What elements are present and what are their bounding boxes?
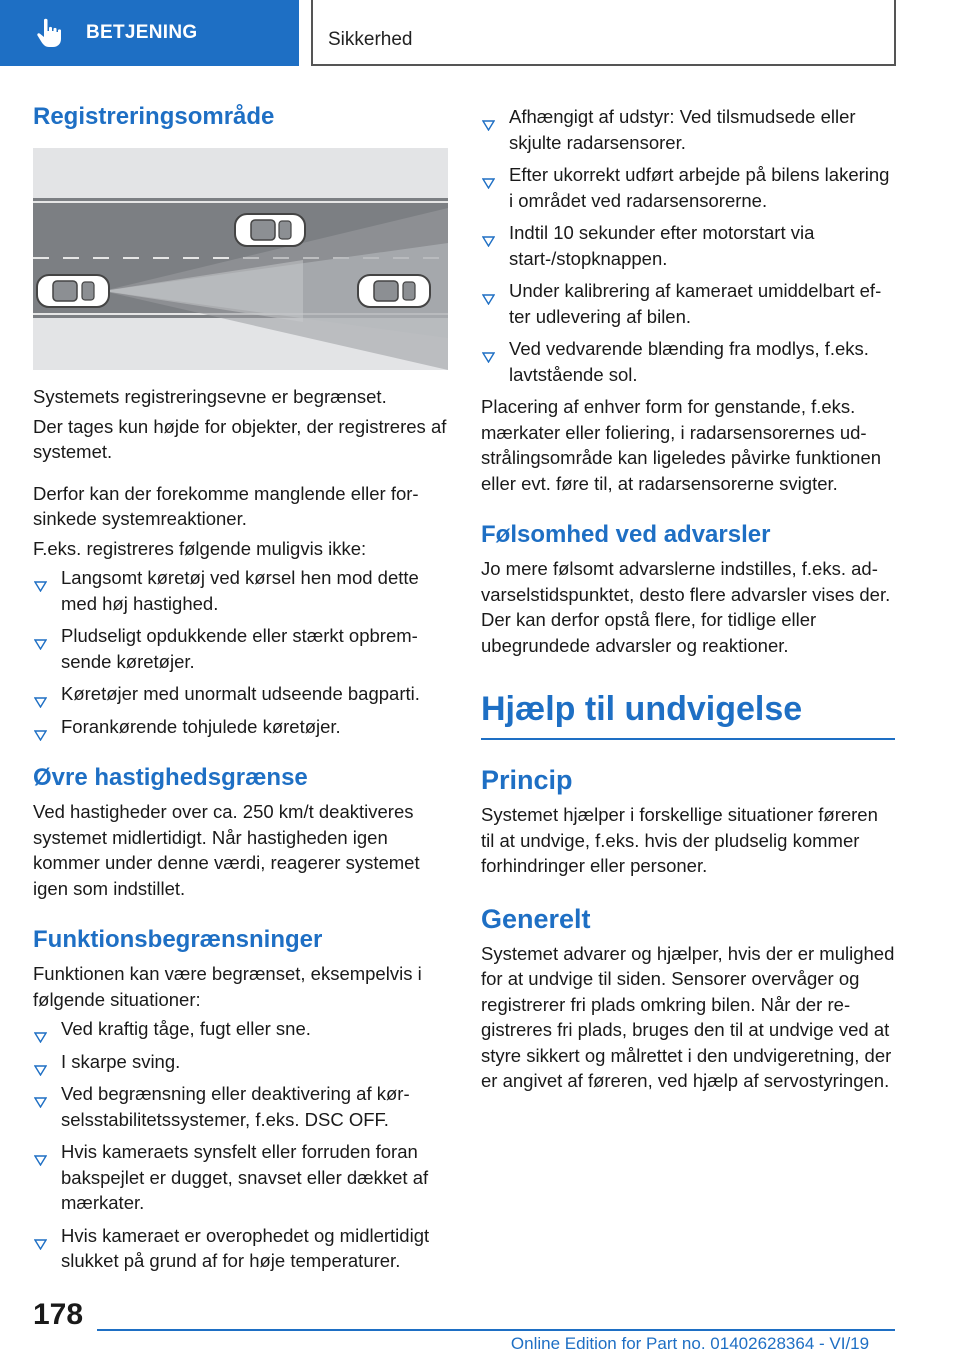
radar-detection-diagram	[33, 148, 448, 370]
triangle-bullet-icon	[34, 1024, 47, 1035]
paragraph: Jo mere følsomt advarslerne indstilles, f.eks. advarselstidspunktet, desto flere advarsler vises der. Der kan derfor opstå flere, for tidlige eller ubegrundede advarsler og reaktioner.	[481, 558, 891, 656]
paragraph: Placering af enhver form for genstande, f.eks. mærkater eller foliering, i radarsensorernes udstrålingsområde kan ligeledes påvirke funktionen eller evt. føre til, at radarsensorerne svigter.	[481, 396, 882, 494]
section-tab-label: BETJENING	[86, 22, 198, 43]
triangle-bullet-icon	[34, 1147, 47, 1158]
triangle-bullet-icon	[482, 170, 495, 181]
hand-pointer-icon	[34, 17, 66, 49]
page-number: 178	[33, 1298, 84, 1331]
list-item: Forankørende tohjulede køretøjer.	[33, 714, 448, 740]
paragraph: F.eks. registreres følgende muligvis ikke:	[33, 537, 367, 559]
paragraph: Systemet advarer og hjælper, hvis der er mulighed for at undvige til siden. Sensorer overvåger og registrerer fri plads omkring bilen. Når der registreres fri plads, bruges den til at undvige ved at styre sikkert og målrettet i den undvigeretning, der er angivet af føreren, ved hjælp af servostyringen.	[481, 942, 895, 1091]
list-item: Afhængigt af udstyr: Ved tilsmudsede eller skjulte radarsensorer.	[481, 104, 895, 155]
heading-generelt: Generelt	[481, 903, 591, 934]
heading-foelsomhed-ved-advarsler: Følsomhed ved advarsler	[481, 521, 771, 548]
heading-princip: Princip	[481, 765, 573, 795]
car-ahead-left-lane	[235, 214, 305, 246]
list-item: Hvis kameraets synsfelt eller forruden foran bakspejlet er dugget, snavset eller dækket af mærkater.	[33, 1139, 448, 1216]
paragraph: Der tages kun højde for objekter, der registreres af systemet.	[33, 415, 447, 462]
heading-oevre-hastighedsgraense: Øvre hastighedsgrænse	[33, 764, 308, 791]
bullet-list	[481, 104, 895, 387]
paragraph: Systemets registreringsevne er begrænset.	[33, 386, 387, 407]
list-item: Under kalibrering af kameraet umiddelbart efter udlevering af bilen.	[481, 278, 895, 329]
car-ahead-same-lane	[358, 275, 430, 307]
list-item: Ved vedvarende blænding fra modlys, f.eks. lavtstående sol.	[481, 336, 895, 387]
paragraph: Funktionen kan være begrænset, eksempelvis i følgende situationer:	[33, 963, 422, 1010]
triangle-bullet-icon	[34, 631, 47, 642]
paragraph: Ved hastigheder over ca. 250 km/t deaktiveres systemet midlertidigt. Når hastigheden igen kommer under denne værdi, reagerer systemet igen som indstillet.	[33, 801, 420, 899]
list-item: Hvis kameraet er overophedet og midlertidigt slukket på grund af for høje temperaturer.	[33, 1223, 448, 1274]
bullet-list	[33, 1016, 448, 1274]
own-car	[37, 275, 109, 307]
triangle-bullet-icon	[34, 1057, 47, 1068]
heading-registreringsomraade: Registreringsområde	[33, 103, 275, 130]
list-item: I skarpe sving.	[33, 1049, 448, 1075]
triangle-bullet-icon	[482, 344, 495, 355]
triangle-bullet-icon	[34, 689, 47, 700]
triangle-bullet-icon	[482, 228, 495, 239]
triangle-bullet-icon	[34, 1089, 47, 1100]
paragraph: Derfor kan der forekomme manglende eller forsinkede systemreaktioner.	[33, 482, 419, 529]
footer-edition: Online Edition for Part no. 01402628364 - VI/19	[510, 1334, 870, 1353]
heading-funktionsbegraensninger: Funktionsbegrænsninger	[33, 926, 323, 953]
right-column	[481, 100, 895, 1094]
list-item: Ved kraftig tåge, fugt eller sne.	[33, 1016, 448, 1042]
list-item: Pludseligt opdukkende eller stærkt opbremsende køretøjer.	[33, 623, 448, 674]
chapter-tab	[311, 0, 896, 66]
triangle-bullet-icon	[34, 722, 47, 733]
left-column	[33, 100, 448, 1281]
heading-hjaelp-til-undvigelse: Hjælp til undvigelse	[481, 686, 895, 740]
triangle-bullet-icon	[34, 573, 47, 584]
radar-detection-figure	[33, 148, 448, 370]
list-item: Indtil 10 sekunder efter motorstart via start-/stopknappen.	[481, 220, 895, 271]
triangle-bullet-icon	[482, 286, 495, 297]
triangle-bullet-icon	[34, 1231, 47, 1242]
chapter-tab-label: Sikkerhed	[328, 29, 413, 50]
list-item: Køretøjer med unormalt udseende bagparti.	[33, 681, 448, 707]
list-item: Ved begrænsning eller deaktivering af kørselsstabilitetssystemer, f.eks. DSC OFF.	[33, 1081, 448, 1132]
triangle-bullet-icon	[482, 112, 495, 123]
paragraph: Systemet hjælper i forskellige situationer føreren til at undvige, f.eks. hvis der pludselig kommer forhindringer eller personer.	[481, 804, 878, 876]
list-item: Langsomt køretøj ved kørsel hen mod dette med høj hastighed.	[33, 565, 448, 616]
list-item: Efter ukorrekt udført arbejde på bilens lakering i området ved radarsensorerne.	[481, 162, 895, 213]
bullet-list	[33, 565, 448, 739]
section-tab	[0, 0, 299, 66]
footer-divider	[97, 1329, 895, 1331]
